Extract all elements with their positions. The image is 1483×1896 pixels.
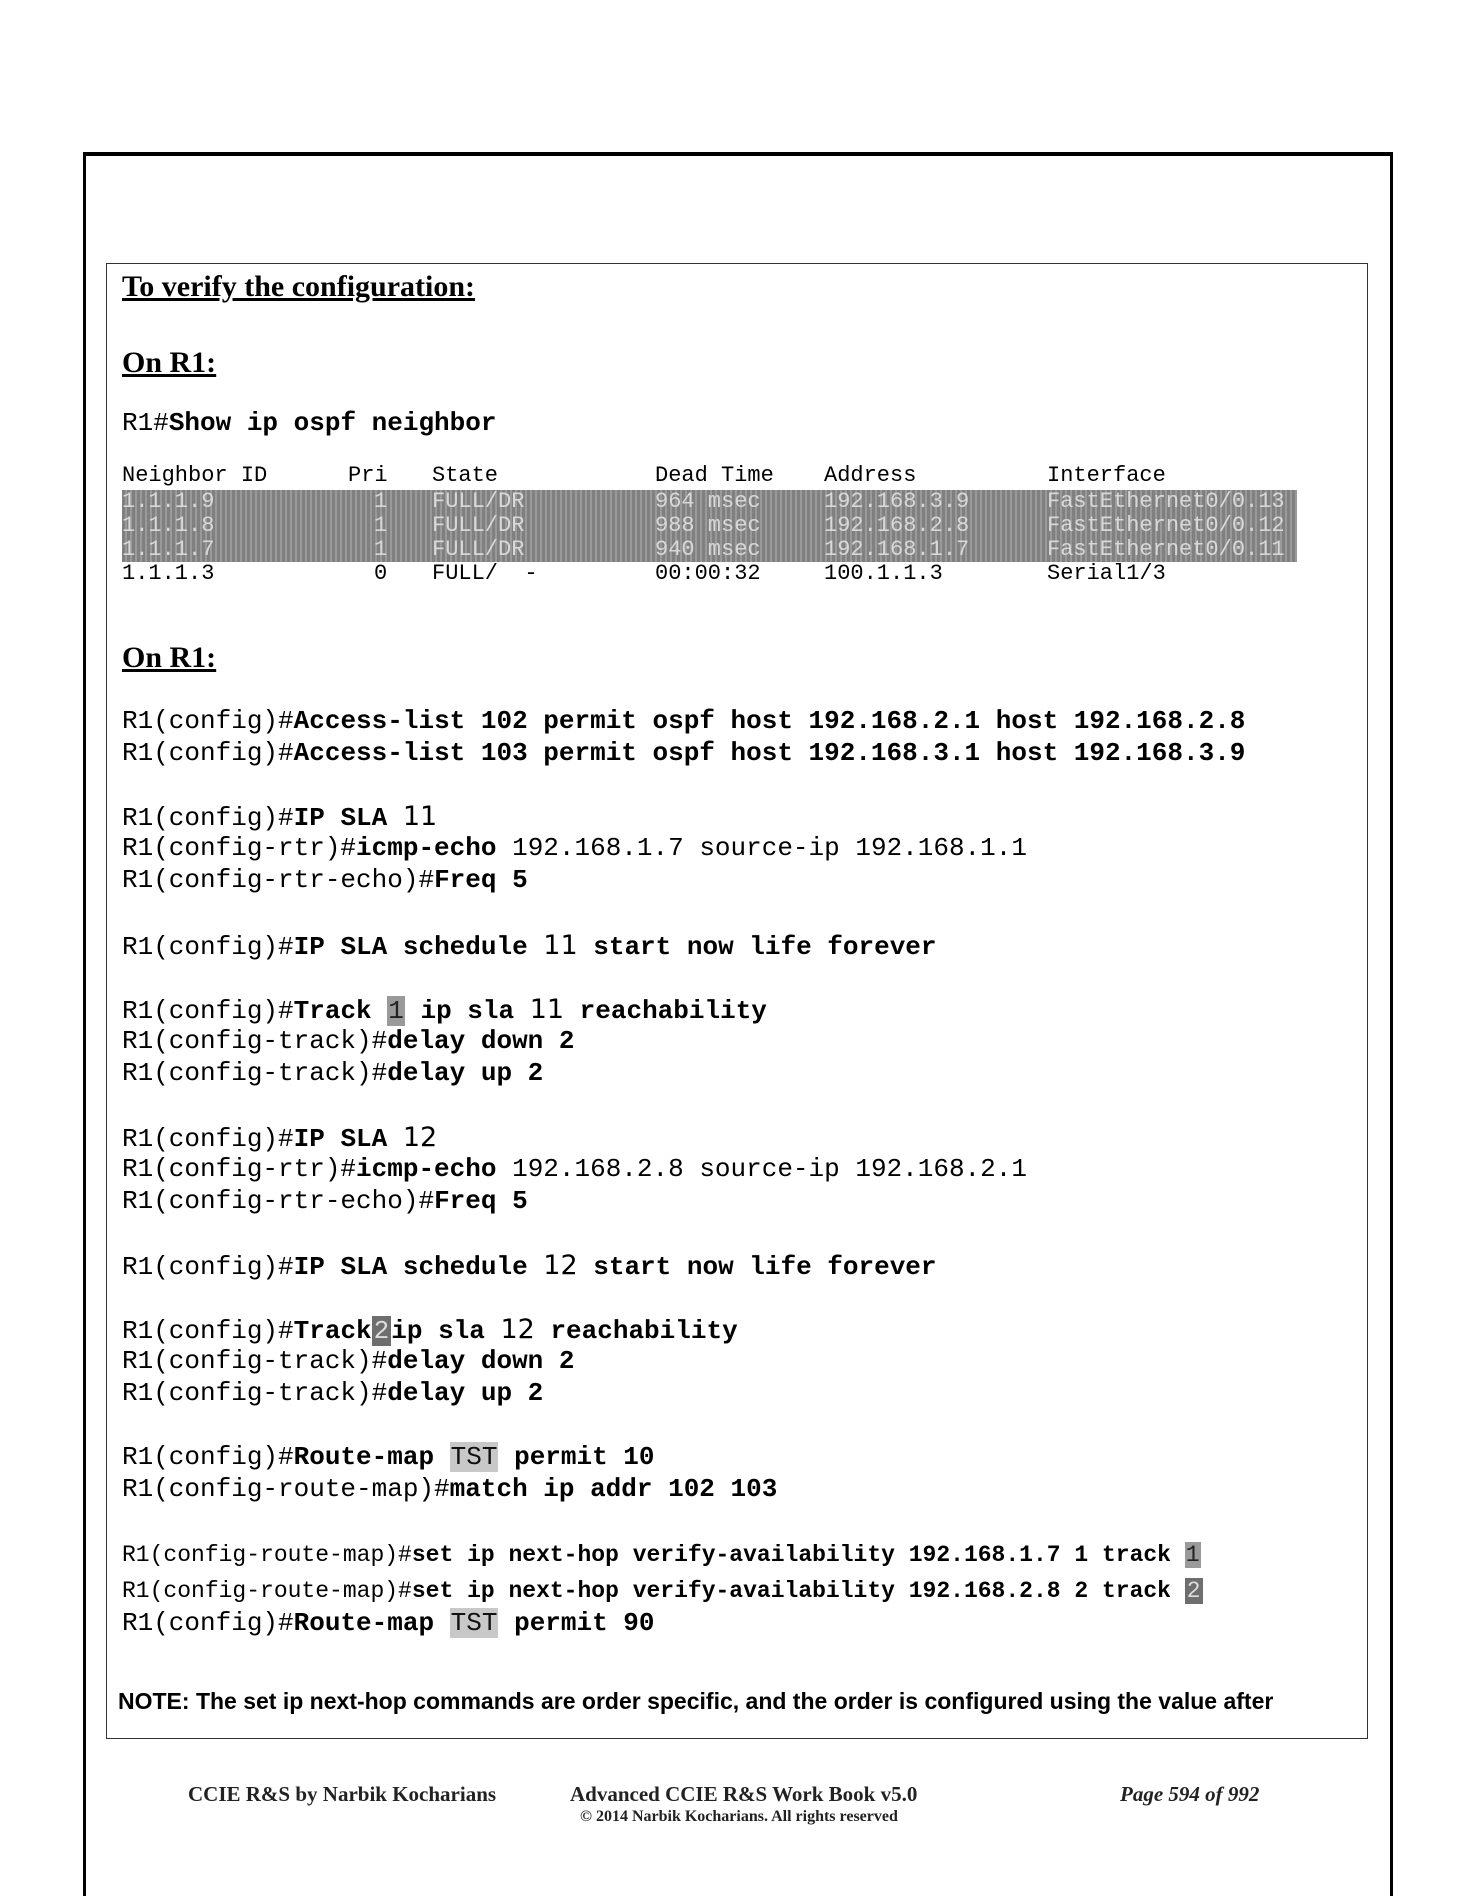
set-next-hop-1-line: R1(config-route-map)#set ip next-hop verify-availability 192.168.1.7 1 track 1 (122, 1542, 1200, 1568)
cell-state: FULL/DR (432, 513, 525, 538)
freq-12-line: R1(config-rtr-echo)#Freq 5 (122, 1186, 528, 1216)
table-header (122, 464, 1297, 488)
track-id-highlight: 2 (1186, 1578, 1201, 1604)
cell-dead-time: 940 msec (655, 537, 761, 562)
cell-address: 192.168.3.9 (824, 489, 970, 514)
cell-state: FULL/DR (432, 537, 525, 562)
track-id-highlight: 1 (1185, 1542, 1200, 1568)
cell-neighbor-id: 1.1.1.8 (122, 513, 215, 538)
table-row (122, 514, 1297, 538)
cell-pri: 1 (374, 513, 388, 538)
track-1-line: R1(config)#Track 1 ip sla 11 reachability (122, 994, 767, 1026)
col-state: State (432, 463, 499, 488)
cell-dead-time: 964 msec (655, 489, 761, 514)
cell-interface: FastEthernet0/0.11 (1047, 537, 1285, 562)
route-map-90-line: R1(config)#Route-map TST permit 90 (122, 1608, 655, 1638)
track-id-highlight: 1 (388, 996, 404, 1026)
track-2-delay-down-line: R1(config-track)#delay down 2 (122, 1346, 575, 1376)
cell-address: 192.168.2.8 (824, 513, 970, 538)
cell-interface: FastEthernet0/0.12 (1047, 513, 1285, 538)
route-map-name-highlight: TST (450, 1608, 498, 1638)
cell-neighbor-id: 1.1.1.3 (122, 561, 215, 586)
acl-103-line: R1(config)#Access-list 103 permit ospf host 192.168.3.1 host 192.168.3.9 (122, 738, 1246, 768)
icmp-echo-11-line: R1(config-rtr)#icmp-echo 192.168.1.7 source-ip 192.168.1.1 (122, 833, 1027, 863)
col-pri: Pri (348, 463, 388, 488)
track-1-delay-up-line: R1(config-track)#delay up 2 (122, 1058, 544, 1088)
track-id-highlight: 2 (373, 1316, 390, 1346)
cell-dead-time: 988 msec (655, 513, 761, 538)
footer-book-title: Advanced CCIE R&S Work Book v5.0 (570, 1782, 918, 1806)
footer-page-number: Page 594 of 992 (1120, 1782, 1260, 1806)
footer-author: CCIE R&S by Narbik Kocharians (188, 1782, 497, 1806)
track-2-delay-up-line: R1(config-track)#delay up 2 (122, 1378, 544, 1408)
col-neighbor-id: Neighbor ID (122, 463, 268, 488)
on-r1-heading: On R1: (122, 346, 217, 379)
sla-schedule-11-line: R1(config)#IP SLA schedule 11 start now life forever (122, 930, 937, 962)
cell-neighbor-id: 1.1.1.9 (122, 489, 215, 514)
set-next-hop-2-line: R1(config-route-map)#set ip next-hop verify-availability 192.168.2.8 2 track 2 (122, 1578, 1201, 1604)
track-1-delay-down-line: R1(config-track)#delay down 2 (122, 1026, 575, 1056)
verify-heading: To verify the configuration: (122, 270, 476, 303)
footer-copyright: © 2014 Narbik Kocharians. All rights reserved (580, 1808, 898, 1825)
ip-sla-11-line: R1(config)#IP SLA 11 (122, 801, 438, 833)
cell-state: FULL/DR (432, 489, 525, 514)
table-row (122, 562, 1297, 586)
sla-schedule-12-line: R1(config)#IP SLA schedule 12 start now life forever (122, 1250, 937, 1282)
cell-pri: 1 (374, 537, 388, 562)
col-address: Address (824, 463, 917, 488)
acl-102-line: R1(config)#Access-list 102 permit ospf host 192.168.2.1 host 192.168.2.8 (122, 706, 1246, 736)
on-r1-heading-2: On R1: (122, 641, 217, 674)
route-map-name-highlight: TST (450, 1442, 498, 1472)
col-dead-time: Dead Time (655, 463, 774, 488)
cell-address: 192.168.1.7 (824, 537, 970, 562)
cell-interface: Serial1/3 (1047, 561, 1166, 586)
cell-pri: 1 (374, 489, 388, 514)
route-map-10-line: R1(config)#Route-map TST permit 10 (122, 1442, 655, 1472)
ip-sla-12-line: R1(config)#IP SLA 12 (122, 1122, 438, 1154)
cell-dead-time: 00:00:32 (655, 561, 761, 586)
freq-11-line: R1(config-rtr-echo)#Freq 5 (122, 865, 528, 895)
cell-neighbor-id: 1.1.1.7 (122, 537, 215, 562)
cell-interface: FastEthernet0/0.13 (1047, 489, 1285, 514)
icmp-echo-12-line: R1(config-rtr)#icmp-echo 192.168.2.8 source-ip 192.168.2.1 (122, 1154, 1027, 1184)
show-command: R1#Show ip ospf neighbor (122, 408, 497, 438)
cell-address: 100.1.1.3 (824, 561, 943, 586)
cell-pri: 0 (374, 561, 388, 586)
match-line: R1(config-route-map)#match ip addr 102 103 (122, 1474, 778, 1504)
table-row (122, 490, 1297, 514)
track-2-line: R1(config)#Track2ip sla 12 reachability (122, 1314, 738, 1346)
cell-state: FULL/ - (432, 561, 538, 586)
note-text: NOTE: The set ip next-hop commands are order specific, and the order is configured using the value after (118, 1688, 1274, 1714)
table-row (122, 538, 1297, 562)
col-interface: Interface (1047, 463, 1166, 488)
